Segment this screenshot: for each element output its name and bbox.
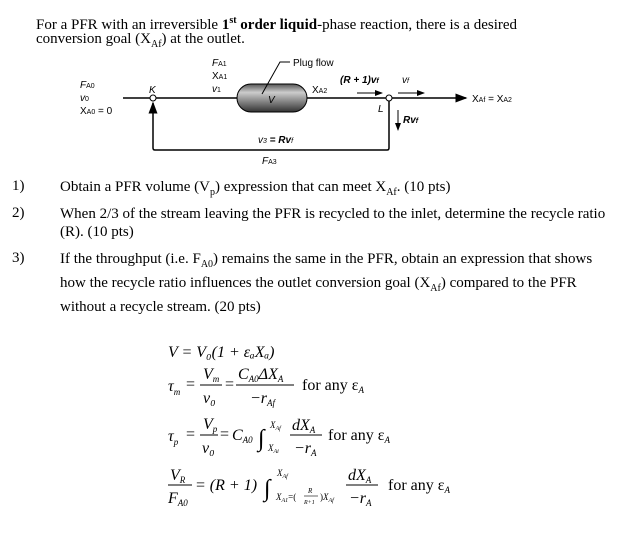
question-1-text: Obtain a PFR volume $(V_p)$ expression that can meet $X_{Af}$. (10 pts): [60, 179, 451, 198]
svg-text:∫: ∫: [264, 476, 271, 502]
question-2-number: 2): [12, 205, 25, 221]
equation-4: [167, 467, 450, 508]
svg-text:Vp: Vp: [203, 416, 218, 434]
svg-text:v0: v0: [80, 93, 89, 104]
svg-text:Plug flow: Plug flow: [293, 58, 334, 69]
svg-text:CA0ΔXA: CA0ΔXA: [238, 366, 284, 384]
svg-text:(R + 1)vf: (R + 1)vf: [340, 75, 379, 86]
svg-text:−rA: −rA: [349, 490, 372, 508]
svg-text:R+1: R+1: [304, 500, 315, 506]
svg-text:VR: VR: [170, 467, 186, 485]
question-3-text: If the throughput (i.e. $F_{A0}$) remains the same in the PFR, obtain an expression that shows how the recycle ratio influences the outlet conversion goal $(X_{Af})$ compared to the PFR without a recycle stream. (20 pts): [60, 251, 593, 315]
svg-text:XAf: $X_{Af}$: [277, 468, 288, 480]
svg-text:τm: $\tau_m$: [168, 378, 181, 397]
equation-2: [168, 366, 364, 408]
svg-text:FA1: FA1: [212, 58, 227, 69]
svg-text:v₀: v₀: [202, 440, 215, 457]
svg-text:=: =: [186, 426, 196, 443]
svg-text:V: V: [268, 95, 275, 106]
svg-text:v1: v1: [212, 84, 221, 95]
svg-text:CA0: CA0: [232, 427, 253, 445]
svg-text:K: K: [149, 85, 156, 96]
svg-text:for any εA: for any εA: [302, 377, 364, 395]
svg-text:FA0: FA0: [80, 80, 95, 91]
svg-text:= (R + 1): = (R + 1): [195, 477, 258, 494]
question-2-text: When 2/3 of the stream leaving the PFR is recycled to the inlet, determine the recycle ratio (R). (10 pts): [60, 206, 606, 240]
intro-line-2: conversion goal $(X_{Af})$ at the outlet.: [36, 31, 245, 50]
svg-text:FA3: FA3: [262, 156, 277, 167]
svg-text:XAf = XA2: XAf = XA2: [472, 94, 512, 105]
svg-text:FA0: FA0: [168, 490, 188, 508]
svg-text:for any εA: for any εA: [328, 427, 390, 445]
svg-text:)XAf: )$X_{Af}$: [320, 492, 334, 504]
svg-text:XAi: $X_{Ai}$: [268, 443, 279, 455]
svg-text:∫: ∫: [258, 426, 265, 452]
svg-text:R: R: [308, 487, 313, 495]
svg-text:−rA: −rA: [294, 440, 317, 458]
svg-text:v₀: v₀: [203, 390, 216, 407]
question-1-number: 1): [12, 178, 25, 194]
svg-text:for any εA: for any εA: [388, 477, 450, 495]
intro-line-1: For a PFR with an irreversible 1st order liquid-phase reaction, there is a desired: [36, 15, 518, 33]
svg-text:XA2: XA2: [312, 85, 328, 96]
svg-text:vf: vf: [402, 75, 409, 86]
question-3-number: 3): [12, 250, 25, 266]
svg-text:dXA: dXA: [292, 417, 316, 435]
svg-text:XA1=(: $X_{A1}=$(: [276, 492, 297, 504]
svg-text:=: =: [186, 376, 196, 393]
svg-text:L: L: [378, 104, 384, 115]
svg-text:τp: $\tau_p$: [168, 428, 179, 447]
svg-text:=: =: [220, 426, 230, 443]
svg-text:dXA: dXA: [348, 467, 372, 485]
equation-3: [168, 416, 390, 458]
svg-text:XAf: $X_{Af}$: [270, 420, 281, 432]
svg-text:v3 = Rvf: v3 = Rvf: [258, 135, 294, 146]
svg-text:Rvf: Rvf: [403, 115, 419, 126]
equation-1: V = V₀(1 + εₐXₐ): [168, 344, 275, 361]
svg-text:XA1: XA1: [212, 71, 228, 82]
svg-text:−rAf: −rAf: [250, 390, 276, 408]
svg-text:XA0 = 0: XA0 = 0: [80, 106, 113, 117]
svg-text:=: =: [225, 376, 235, 393]
svg-text:Vm: Vm: [203, 366, 220, 384]
